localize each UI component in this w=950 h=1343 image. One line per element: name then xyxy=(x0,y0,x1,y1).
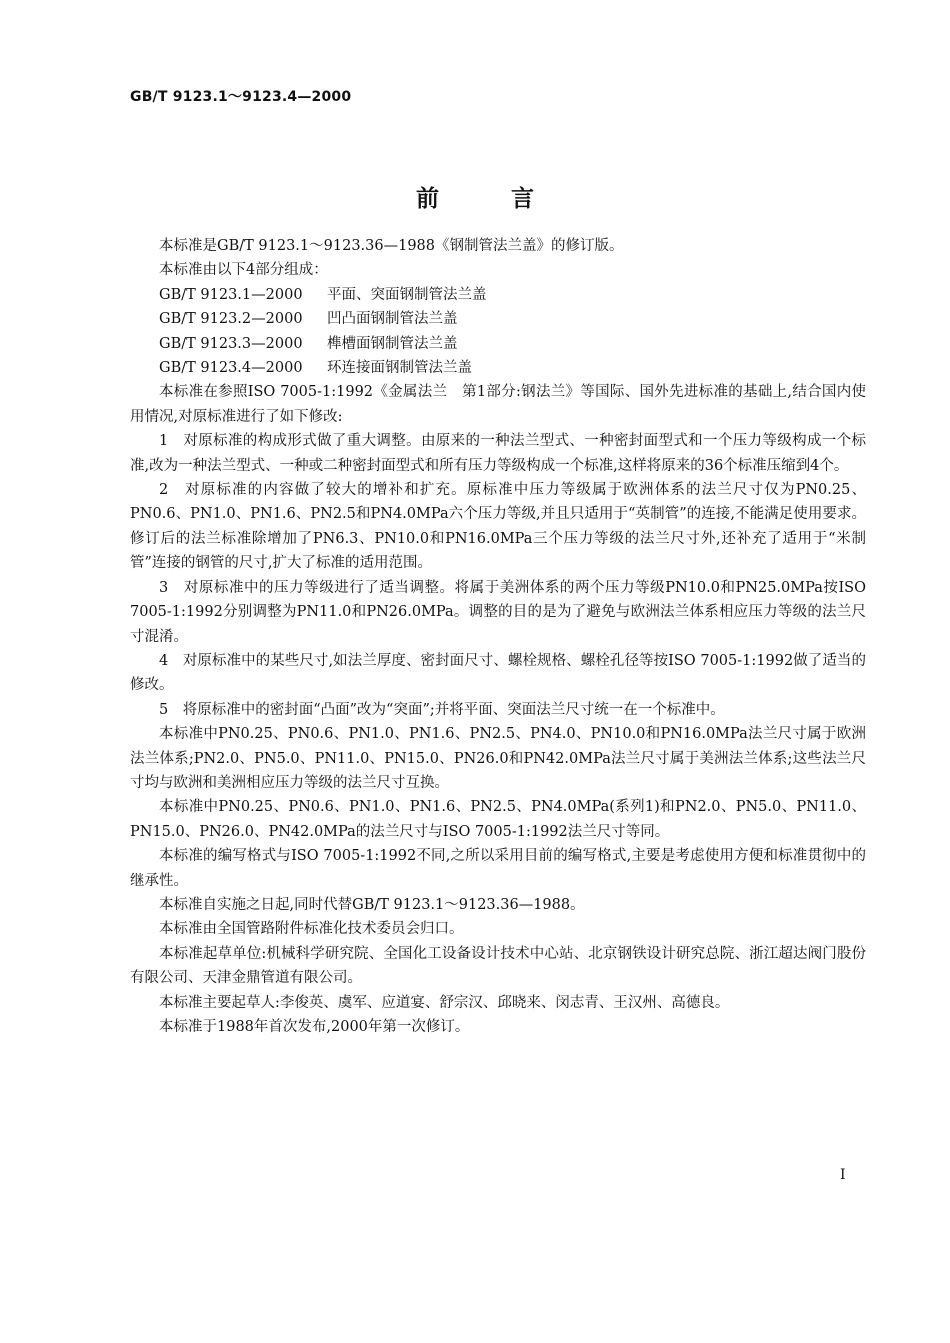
body-paragraph: 本标准自实施之日起,同时代替GB/T 9123.1～9123.36—1988。 xyxy=(159,896,585,913)
document-body xyxy=(130,234,866,1039)
body-paragraph: 5 将原标准中的密封面“凸面”改为“突面”;并将平面、突面法兰尺寸统一在一个标准中。 xyxy=(159,701,725,718)
body-paragraph: 4 对原标准中的某些尺寸,如法兰厚度、密封面尺寸、螺栓规格、螺栓孔径等按ISO 7005-1:1992做了适当的修改。 xyxy=(130,652,866,694)
body-paragraph: 本标准在参照ISO 7005-1:1992《金属法兰 第1部分:钢法兰》等国际、国外先进标准的基础上,结合国内使用情况,对原标准进行了如下修改: xyxy=(130,384,866,425)
standard-code-header: GB/T 9123.1～9123.4—2000 xyxy=(130,89,352,105)
body-paragraph: 本标准由全国管路附件标准化技术委员会归口。 xyxy=(159,921,464,938)
body-paragraph: 本标准的编写格式与ISO 7005-1:1992不同,之所以采用目前的编写格式,主要是考虑使用方便和标准贯彻中的继承性。 xyxy=(130,848,866,889)
body-paragraph: 本标准中PN0.25、PN0.6、PN1.0、PN1.6、PN2.5、PN4.0MPa(系列1)和PN2.0、PN5.0、PN11.0、PN15.0、PN26.0、PN42.0MPa的法兰尺寸与ISO 7005-1:1992法兰尺寸等同。 xyxy=(130,799,866,840)
part-name: 凹凸面钢制管法兰盖 xyxy=(327,311,458,328)
part-code: GB/T 9123.2—2000 xyxy=(159,311,303,328)
body-paragraph: 2 对原标准的内容做了较大的增补和扩充。原标准中压力等级属于欧洲体系的法兰尺寸仅为PN0.25、PN0.6、PN1.0、PN1.6、PN2.5和PN4.0MPa六个压力等级,并且只适用于“英制管”的连接,不能满足使用要求。修订后的法兰标准除增加了PN6.3、PN10.0和PN16.0MPa三个压力等级的法兰尺寸外,还补充了适用于“米制管”连接的钢管的尺寸,扩大了标准的适用范围。 xyxy=(130,482,866,572)
body-paragraph: 本标准于1988年首次发布,2000年第一次修订。 xyxy=(159,1019,470,1035)
list-item xyxy=(130,332,866,356)
body-paragraph: 本标准起草单位:机械科学研究院、全国化工设备设计技术中心站、北京钢铁设计研究总院、浙江超达阀门股份有限公司、天津金鼎管道有限公司。 xyxy=(130,945,866,987)
part-code: GB/T 9123.3—2000 xyxy=(159,335,303,352)
part-code: GB/T 9123.4—2000 xyxy=(159,360,303,377)
part-name: 环连接面钢制管法兰盖 xyxy=(327,360,472,377)
body-paragraph: 1 对原标准的构成形式做了重大调整。由原来的一种法兰型式、一种密封面型式和一个压力等级构成一个标准,改为一种法兰型式、一种或二种密封面型式和所有压力等级构成一个标准,这样将原来的36个标准压缩到4个。 xyxy=(130,433,866,474)
list-item xyxy=(130,356,866,380)
part-code: GB/T 9123.1—2000 xyxy=(159,286,303,303)
intro-paragraph: 本标准是GB/T 9123.1～9123.36—1988《钢制管法兰盖》的修订版。 xyxy=(159,238,624,254)
parts-list xyxy=(130,283,866,381)
body-paragraph: 本标准主要起草人:李俊英、虞军、应道宴、舒宗汉、邱晓来、闵志青、王汉州、高德良。 xyxy=(159,994,730,1011)
page-title: 前言 xyxy=(416,186,606,212)
intro-paragraph: 本标准由以下4部分组成： xyxy=(159,262,328,279)
part-name: 平面、突面钢制管法兰盖 xyxy=(327,286,487,303)
part-name: 榫槽面钢制管法兰盖 xyxy=(327,335,458,352)
list-item xyxy=(130,283,866,307)
body-paragraph: 本标准中PN0.25、PN0.6、PN1.0、PN1.6、PN2.5、PN4.0、PN10.0和PN16.0MPa法兰尺寸属于欧洲法兰体系;PN2.0、PN5.0、PN11.0、PN15.0、PN26.0和PN42.0MPa法兰尺寸属于美洲法兰体系;这些法兰尺寸均与欧洲和美洲相应压力等级的法兰尺寸互换。 xyxy=(130,726,866,791)
page-number: I xyxy=(840,1167,846,1183)
body-paragraph: 3 对原标准中的压力等级进行了适当调整。将属于美洲体系的两个压力等级PN10.0和PN25.0MPa按ISO 7005-1:1992分别调整为PN11.0和PN26.0MPa。调整的目的是为了避免与欧洲法兰体系相应压力等级的法兰尺寸混淆。 xyxy=(130,579,866,645)
list-item xyxy=(130,307,866,331)
